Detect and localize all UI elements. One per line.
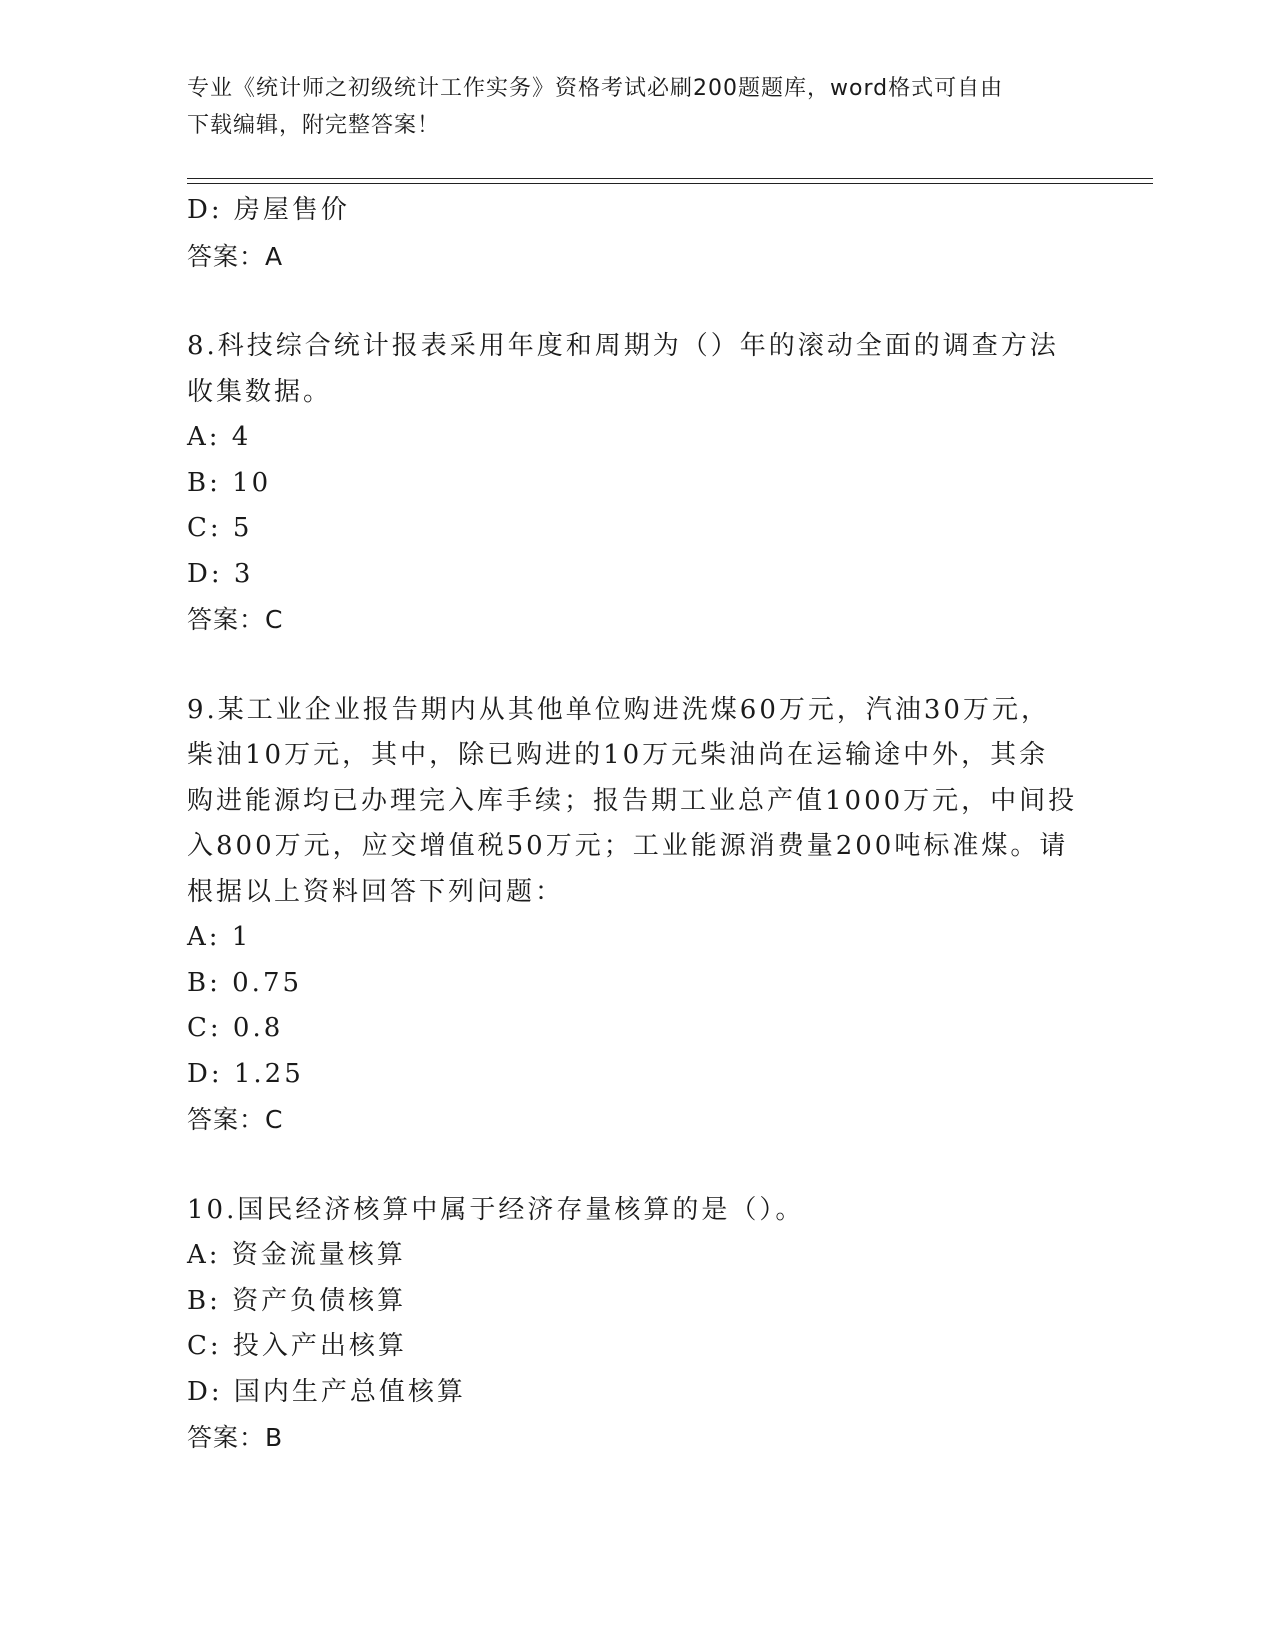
option-d: D: 3 [187,558,254,589]
stem-line: 收集数据。 [187,376,333,407]
header-divider-top [187,178,1153,179]
option-d: D: 1.25 [187,1058,304,1089]
option-a: A: 4 [187,422,252,452]
option-b: B: 0.75 [187,967,303,998]
answer: 答案：B [187,1423,284,1452]
option-d: D: 国内生产总值核算 [187,1376,466,1407]
stem-line: 9.某工业企业报告期内从其他单位购进洗煤60万元，汽油30万元， [187,694,1050,725]
stem-line: 购进能源均已办理完入库手续；报告期工业总产值1000万元，中间投 [187,785,1078,816]
document-body [187,188,1087,1461]
option-a: A: 资金流量核算 [187,1240,406,1270]
stem-line: 根据以上资料回答下列问题： [187,876,565,907]
answer: 答案：C [187,605,284,634]
question-10 [187,1188,1087,1461]
question-8 [187,324,1087,643]
option-a: A: 1 [187,922,252,952]
option-c: C: 5 [187,513,253,543]
stem-line: 柴油10万元，其中，除已购进的10万元柴油尚在运输途中外，其余 [187,740,1049,770]
option-c: C: 投入产出核算 [187,1331,407,1361]
option-b: B: 资产负债核算 [187,1285,407,1316]
option-b: B: 10 [187,467,272,498]
option-d: D: 房屋售价 [187,195,350,225]
stem-line: 8.科技综合统计报表采用年度和周期为（）年的滚动全面的调查方法 [187,331,1059,361]
header-line-1: 专业《统计师之初级统计工作实务》资格考试必刷200题题库，word格式可自由 [187,76,1004,101]
question-stem [187,324,1087,415]
question-stem [187,688,1087,916]
question-stem [187,1188,1087,1234]
option-c: C: 0.8 [187,1013,284,1043]
stem-line: 10.国民经济核算中属于经济存量核算的是（）。 [187,1194,805,1225]
question-9 [187,688,1087,1143]
header-line-2: 下载编辑，附完整答案！ [187,113,441,138]
stem-line: 入800万元，应交增值税50万元；工业能源消费量200吨标准煤。请 [187,831,1069,861]
document-header [187,70,1087,144]
answer: 答案：C [187,1105,284,1134]
answer: 答案：A [187,241,284,271]
header-divider-bottom [187,183,1153,184]
question-7-tail [187,188,1087,279]
